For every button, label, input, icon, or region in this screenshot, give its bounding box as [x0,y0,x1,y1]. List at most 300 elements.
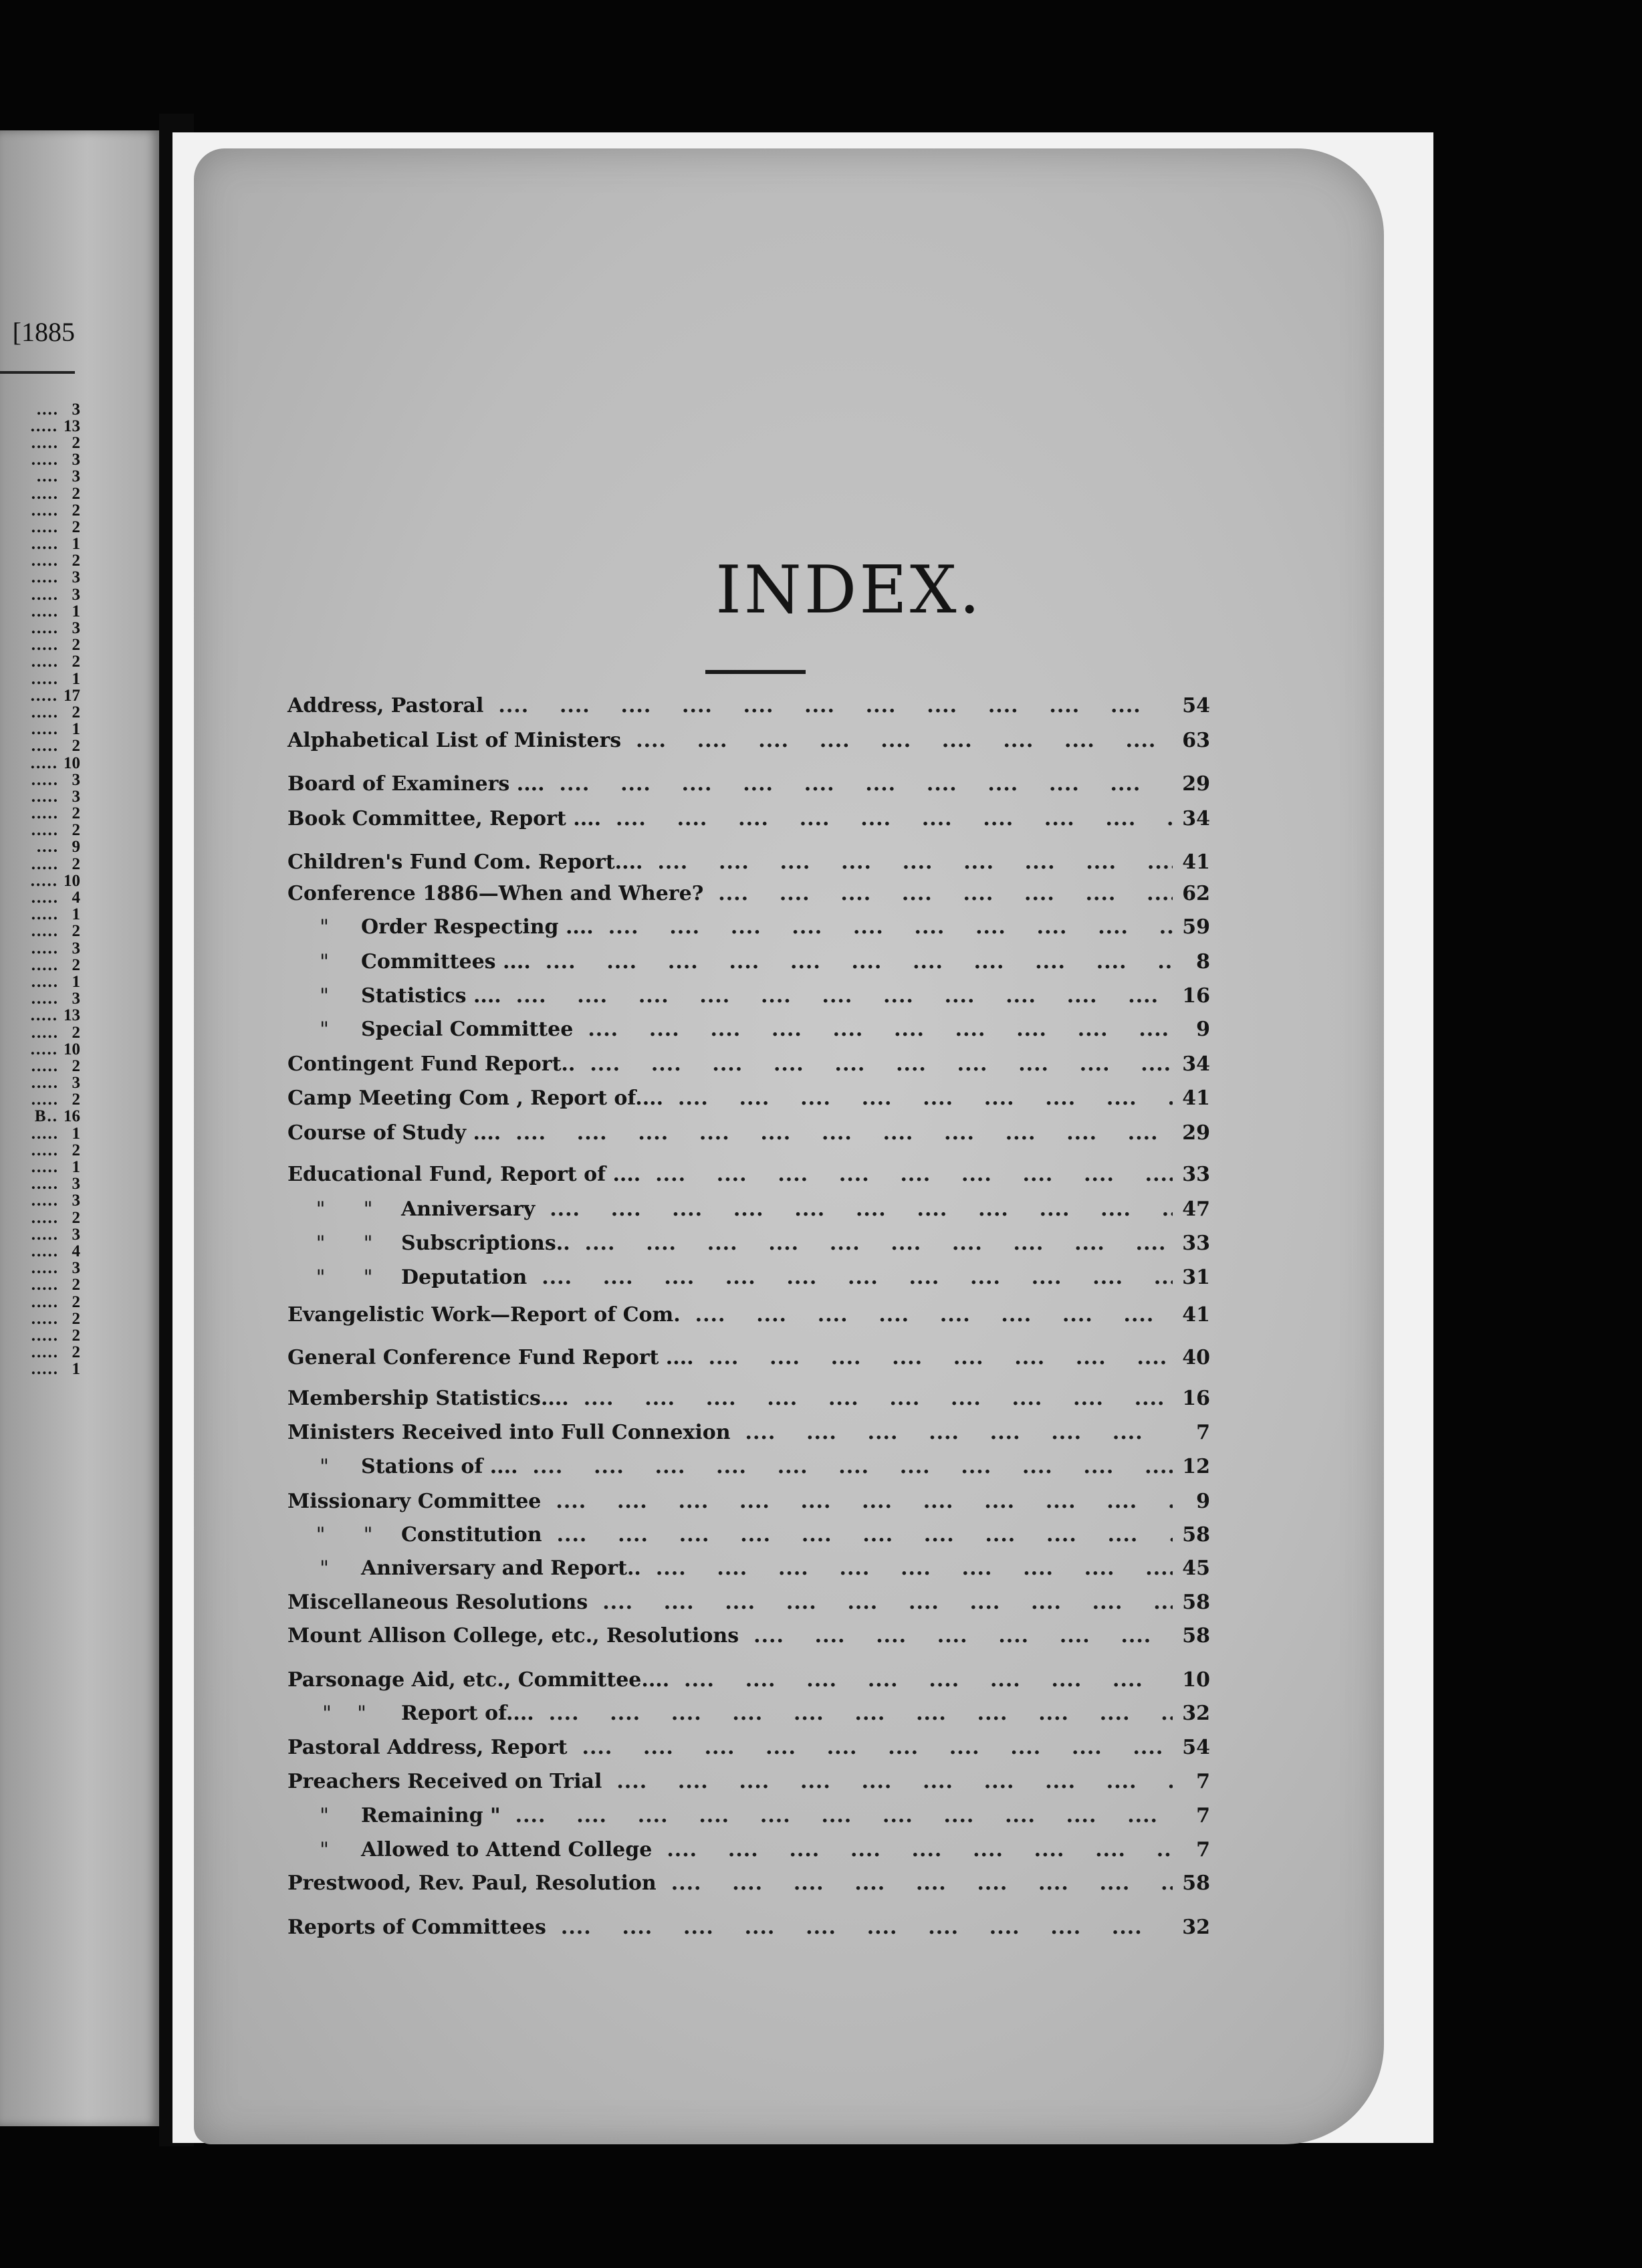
index-entry-label: Report of.... [401,1702,534,1725]
previous-page-row-number: 17 [64,686,80,705]
previous-page-row-number: 2 [72,1056,80,1075]
previous-page-row-leader: ..... [31,770,59,789]
index-entry [287,1548,1210,1580]
index-entry-page: 63 [1182,729,1210,752]
previous-page-row [0,957,80,974]
index-entry [287,1154,1210,1186]
previous-page-row [0,553,80,570]
previous-page-row [0,704,80,721]
previous-page-row-leader: ..... [31,602,59,620]
index-entry-label: Special Committee [361,1018,574,1041]
index-entry-page: 54 [1182,694,1210,717]
index-entry-page: 8 [1196,950,1210,974]
previous-page-row [0,1109,80,1125]
dot-leader [636,729,1173,752]
previous-page-row [0,806,80,822]
index-entry-label: Pastoral Address, Report [287,1736,568,1759]
dot-leader [557,1523,1173,1547]
index-entry-label: General Conference Fund Report .... [287,1346,694,1369]
previous-page-row-number: 2 [72,821,80,840]
previous-page-row [0,1226,80,1243]
previous-page-row-number: 10 [64,1040,80,1058]
previous-page-header: [1885 [12,317,75,347]
index-entry [287,842,1210,874]
index-entry-label: Course of Study .... [287,1121,501,1145]
index-entry [287,1044,1210,1076]
previous-page-row-number: 3 [72,585,80,604]
index-entry-label: Book Committee, Report .... [287,807,602,830]
previous-page-row [0,1210,80,1226]
dot-leader [657,850,1173,874]
previous-page-row [0,536,80,553]
previous-page-row [0,1294,80,1311]
index-entry [287,941,1210,974]
index-entry-label: Stations of .... [361,1455,518,1478]
ditto-mark: " " [322,1702,366,1725]
previous-page-row [0,401,80,418]
index-entry-page: 41 [1182,850,1210,874]
dot-leader [556,1490,1173,1513]
previous-page-row-number: 2 [72,955,80,974]
previous-page-row-number: 4 [72,889,80,907]
dot-leader [585,1232,1173,1255]
previous-page-row-leader: ..... [31,855,59,873]
previous-page-row-leader: ..... [30,1040,58,1058]
index-entry-label: Contingent Fund Report.. [287,1052,576,1076]
previous-page-row-number: 1 [72,1360,80,1379]
dot-leader [515,1804,1173,1827]
previous-page-row-leader: ..... [31,1208,59,1227]
index-entry-page: 59 [1182,915,1210,939]
previous-page-row [0,1024,80,1041]
previous-page-row-leader: ..... [31,889,59,907]
dot-leader [549,1702,1173,1725]
previous-page-row-leader: ..... [31,1023,59,1042]
previous-page-row [0,570,80,586]
previous-page-row [0,856,80,873]
previous-page-row-leader: ..... [30,417,58,435]
dot-leader [588,1018,1173,1041]
index-entry-label: Alphabetical List of Ministers [287,729,622,752]
previous-page-row [0,1361,80,1378]
previous-page-row-number: 3 [72,568,80,587]
previous-page-row-leader: ..... [31,1343,59,1362]
previous-page-row-leader: ..... [31,433,59,452]
index-entry [287,1223,1210,1255]
previous-page-row [0,873,80,889]
page-title: INDEX. [715,552,983,629]
index-entry-label: Miscellaneous Resolutions [287,1591,588,1614]
ditto-mark: " " [316,1232,373,1255]
previous-page-row-leader: ..... [31,568,59,587]
previous-page-row [0,1142,80,1159]
previous-page-row [0,1058,80,1074]
dot-leader [533,1455,1173,1478]
previous-page-row-number: 2 [72,552,80,570]
previous-page-row [0,907,80,923]
index-entry-label: Anniversary [401,1198,536,1221]
previous-page-row [0,452,80,469]
previous-page-row-number: 2 [72,1276,80,1294]
index-entry [287,1693,1210,1725]
previous-page-row-leader: ..... [31,1175,59,1194]
previous-page-row-number: 2 [72,703,80,721]
previous-page-row-leader: ..... [31,636,59,655]
previous-page-row-number: 1 [72,669,80,688]
dot-leader [656,1557,1173,1580]
previous-page-row-number: 2 [72,433,80,452]
previous-page-row [0,654,80,671]
previous-page-fragment [0,130,159,2126]
index-entry [287,873,1210,905]
title-rule [705,670,806,674]
ditto-mark: " [320,915,329,939]
previous-page-row [0,839,80,856]
index-entry-page: 9 [1196,1018,1210,1041]
previous-page-row-number: 3 [72,400,80,419]
previous-page-row-leader: ..... [30,754,58,772]
previous-page-row-number: 4 [72,1242,80,1260]
previous-page-row-leader: ..... [31,990,59,1008]
previous-page-row-number: 2 [72,484,80,503]
index-entry [287,764,1210,796]
dot-leader [678,1087,1173,1110]
ditto-mark: " [320,1557,329,1580]
previous-page-row [0,1277,80,1294]
previous-page-row-leader: ..... [31,1056,59,1075]
previous-page-row-number: 13 [64,1006,80,1025]
previous-page-row-leader: ..... [30,871,58,890]
index-entry-page: 45 [1182,1557,1210,1580]
index-entry-label: Order Respecting .... [361,915,594,939]
previous-page-row-number: 1 [72,972,80,991]
previous-page-row-leader: ..... [31,501,59,520]
previous-page-row [0,822,80,839]
previous-page-row-number: 2 [72,653,80,671]
previous-page-row [0,974,80,990]
previous-page-row-leader: ..... [31,1074,59,1093]
previous-page-row [0,1311,80,1327]
dot-leader [695,1303,1173,1327]
index-page [194,148,1384,2144]
previous-page-row-number: 2 [72,737,80,756]
previous-page-row-leader: .... [37,838,59,857]
index-entry [287,1294,1210,1327]
previous-page-row-number: 2 [72,636,80,655]
index-entry-page: 47 [1182,1198,1210,1221]
index-entry [287,1907,1210,1939]
previous-page-row [0,788,80,805]
previous-page-row-number: 1 [72,602,80,620]
previous-page-row [0,502,80,519]
previous-page-row [0,603,80,620]
previous-page-row-leader: ..... [31,703,59,721]
index-entry-page: 31 [1182,1266,1210,1289]
previous-page-row-number: 1 [72,905,80,924]
previous-page-row-leader: ..... [31,535,59,554]
ditto-mark: " " [316,1266,373,1289]
dot-leader [667,1838,1173,1861]
index-entry-page: 54 [1182,1736,1210,1759]
previous-page-row-leader: ..... [31,821,59,840]
previous-page-row-number: 2 [72,501,80,520]
previous-page-row-number: 3 [72,990,80,1008]
index-entry-page: 41 [1182,1087,1210,1110]
previous-page-row-number: 3 [72,1192,80,1210]
index-entry-page: 7 [1196,1838,1210,1861]
previous-page-row-leader: ..... [31,1360,59,1379]
dot-leader [550,1198,1173,1221]
index-entry-page: 41 [1182,1303,1210,1327]
previous-page-row-number: 3 [72,939,80,957]
previous-page-row-leader: ..... [31,451,59,469]
previous-page-row-number: 2 [72,1343,80,1362]
ditto-mark: " [320,1455,329,1478]
previous-page-row-leader: ..... [31,955,59,974]
index-entry-page: 33 [1182,1163,1210,1186]
index-entry-label: Mount Allison College, etc., Resolutions [287,1624,739,1648]
previous-page-row-leader: ..... [31,669,59,688]
previous-page-row-leader: ..... [31,1141,59,1159]
previous-page-row [0,1125,80,1142]
index-entry [287,798,1210,830]
previous-page-row [0,1176,80,1193]
dot-leader [745,1421,1173,1444]
dot-leader [602,1591,1173,1614]
index-entry [287,1829,1210,1861]
previous-page-row [0,1193,80,1210]
previous-page-row-number: 3 [72,770,80,789]
index-entry [287,1863,1210,1895]
index-entry-page: 32 [1182,1916,1210,1939]
previous-page-row-leader: ..... [31,1309,59,1328]
ditto-mark: " [320,1804,329,1827]
previous-page-row [0,1159,80,1175]
index-entry-page: 7 [1196,1804,1210,1827]
index-entry-page: 62 [1182,882,1210,905]
ditto-mark: " [320,950,329,974]
index-entry-label: Preachers Received on Trial [287,1770,602,1793]
dot-leader [616,807,1173,830]
previous-page-row [0,1327,80,1344]
previous-page-row [0,1260,80,1277]
previous-page-row [0,940,80,957]
previous-page-row [0,772,80,788]
ditto-mark: " " [316,1198,373,1221]
dot-leader [515,1121,1173,1145]
previous-page-row-number: 3 [72,451,80,469]
previous-page-row-number: 13 [64,417,80,435]
index-entry-page: 12 [1182,1455,1210,1478]
index-entry-page: 34 [1182,1052,1210,1076]
dot-leader [560,772,1173,796]
previous-page-row-leader: ..... [31,1292,59,1311]
index-entry-label: Ministers Received into Full Connexion [287,1421,731,1444]
previous-page-row-leader: ..... [31,619,59,638]
previous-page-rule [0,371,75,374]
previous-page-row-leader: ..... [31,972,59,991]
dot-leader [542,1266,1173,1289]
previous-page-row [0,923,80,940]
previous-page-row-number: 3 [72,1225,80,1244]
index-entry [287,1009,1210,1041]
previous-page-row-number: 16 [64,1107,80,1126]
previous-page-row-leader: ..... [31,585,59,604]
index-entry-label: Reports of Committees [287,1916,546,1939]
previous-page-row-number: 10 [64,871,80,890]
previous-page-row-leader: ..... [31,922,59,941]
previous-page-row [0,687,80,704]
index-entry-label: Address, Pastoral [287,694,484,717]
previous-page-row-number: 1 [72,535,80,554]
previous-page-row-leader: ..... [31,1326,59,1345]
index-entry-page: 58 [1182,1523,1210,1547]
previous-page-row-number: 3 [72,1175,80,1194]
dot-leader [590,1052,1173,1076]
index-entry-label: Remaining " [361,1804,501,1827]
previous-page-row-number: 3 [72,619,80,638]
previous-page-row-number: 10 [64,754,80,772]
previous-page-row [0,1075,80,1092]
previous-page-row-number: 3 [72,467,80,486]
previous-page-row-leader: ..... [31,1225,59,1244]
dot-leader [709,1346,1173,1369]
dot-leader [516,984,1173,1008]
dot-leader [498,694,1173,717]
ditto-mark: " [320,984,329,1008]
index-entry-label: Camp Meeting Com , Report of.... [287,1087,664,1110]
index-entry-label: Statistics .... [361,984,501,1008]
index-entry [287,1378,1210,1410]
dot-leader [671,1872,1173,1895]
previous-page-row-leader: .... [37,467,59,486]
index-entry [287,1481,1210,1513]
index-entry [287,907,1210,939]
previous-page-row [0,1092,80,1109]
dot-leader [753,1624,1173,1648]
previous-page-rows [0,401,80,1378]
previous-page-row-number: 1 [72,720,80,739]
index-entry [287,1795,1210,1827]
index-entry [287,1189,1210,1221]
previous-page-row-number: 2 [72,1292,80,1311]
previous-page-row-number: 3 [72,1259,80,1278]
index-entry-page: 10 [1182,1668,1210,1692]
index-entry-label: Subscriptions.. [401,1232,570,1255]
previous-page-row [0,1041,80,1058]
dot-leader [684,1668,1173,1692]
previous-page-row-number: 2 [72,855,80,873]
index-entry-label: Prestwood, Rev. Paul, Resolution [287,1872,657,1895]
index-entry-page: 33 [1182,1232,1210,1255]
previous-page-row-leader: ..... [31,804,59,823]
previous-page-row-leader: ..... [31,1242,59,1260]
previous-page-row-number: 1 [72,1124,80,1143]
index-entry-label: Committees .... [361,950,531,974]
index-entry [287,976,1210,1008]
previous-page-row [0,889,80,906]
previous-page-row-number: 2 [72,1091,80,1109]
index-entry-page: 58 [1182,1591,1210,1614]
index-entry-page: 32 [1182,1702,1210,1725]
previous-page-row-leader: ..... [31,1259,59,1278]
previous-page-row-leader: ..... [31,1276,59,1294]
previous-page-row [0,1008,80,1024]
previous-page-row-number: 2 [72,1023,80,1042]
index-entry [287,1113,1210,1145]
previous-page-row-leader: ..... [31,653,59,671]
previous-page-row [0,1243,80,1260]
previous-page-row-number: 2 [72,1326,80,1345]
previous-page-row-number: 2 [72,1141,80,1159]
dot-leader [655,1163,1173,1186]
index-entry [287,1257,1210,1289]
previous-page-row [0,469,80,485]
previous-page-row-leader: .... [37,400,59,419]
previous-page-row [0,755,80,772]
previous-page-row [0,671,80,687]
index-entry-label: Parsonage Aid, etc., Committee.... [287,1668,670,1692]
index-entry [287,1615,1210,1648]
index-entry [287,1337,1210,1369]
previous-page-row [0,991,80,1008]
index-entry [287,1761,1210,1793]
index-entry [287,1412,1210,1444]
index-entry-label: Educational Fund, Report of .... [287,1163,641,1186]
index-entry [287,1660,1210,1692]
previous-page-row-leader: ..... [31,518,59,536]
previous-page-row-leader: ..... [31,905,59,924]
index-entry-page: 58 [1182,1624,1210,1648]
previous-page-row-leader: ..... [31,1192,59,1210]
index-entry-label: Conference 1886—When and Where? [287,882,704,905]
index-entry-page: 34 [1182,807,1210,830]
dot-leader [718,882,1173,905]
index-entry-page: 7 [1196,1421,1210,1444]
ditto-mark: " [320,1018,329,1041]
index-entry [287,685,1210,717]
index-entry-page: 29 [1182,1121,1210,1145]
index-entry-label: Anniversary and Report.. [361,1557,641,1580]
index-entry-page: 58 [1182,1872,1210,1895]
index-entry-label: Missionary Committee [287,1490,542,1513]
previous-page-row-leader: ..... [30,686,58,705]
previous-page-row-leader: ..... [30,1006,58,1025]
index-entry-label: Board of Examiners .... [287,772,545,796]
previous-page-row-number: 2 [72,1309,80,1328]
previous-page-row [0,519,80,536]
index-entry [287,1078,1210,1110]
index-entry-page: 29 [1182,772,1210,796]
previous-page-row-number: 3 [72,787,80,806]
index-entry [287,1446,1210,1478]
index-entry-page: 16 [1182,1387,1210,1410]
previous-page-row-leader: B.. [34,1107,58,1126]
previous-page-row-leader: ..... [31,1124,59,1143]
previous-page-row [0,435,80,451]
previous-page-row-leader: ..... [31,484,59,503]
dot-leader [546,950,1173,974]
index-entry-label: Children's Fund Com. Report.... [287,850,643,874]
previous-page-row-leader: ..... [31,737,59,756]
index-entry [287,1727,1210,1759]
index-entry [287,1514,1210,1547]
previous-page-row-leader: ..... [31,1091,59,1109]
previous-page-row-number: 2 [72,518,80,536]
index-entry [287,720,1210,752]
previous-page-row [0,586,80,603]
index-entry-page: 40 [1182,1346,1210,1369]
